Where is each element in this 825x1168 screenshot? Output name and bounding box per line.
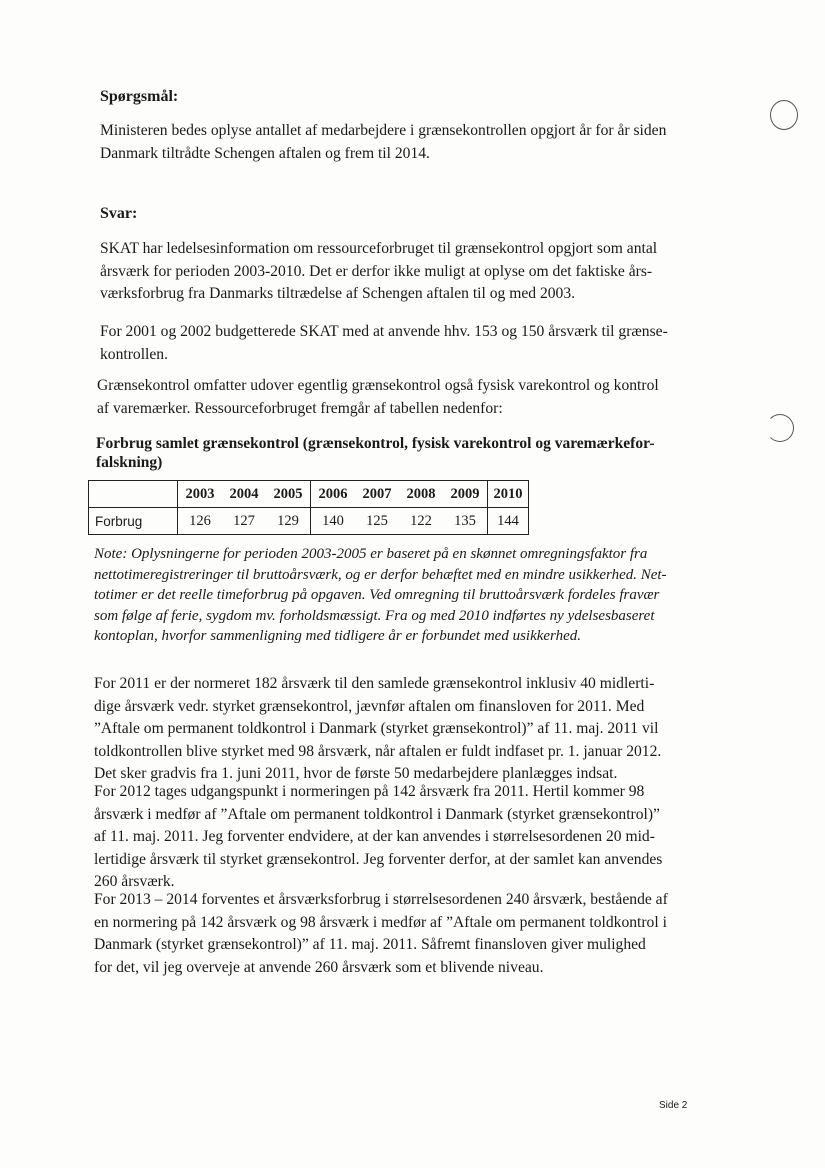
year-cell: 2004 [222, 481, 266, 508]
value-cell: 122 [399, 508, 443, 535]
value-cell: 144 [488, 508, 529, 535]
punch-hole-middle [766, 414, 794, 442]
text-line: årsværk for perioden 2003-2010. Det er derfor ikke muligt at oplyse om det faktiske års- [100, 262, 653, 280]
body-paragraph-2012 [94, 781, 662, 894]
note-line: Note: Oplysningerne for perioden 2003-2005 er baseret på en skønnet omregningsfaktor fra [94, 546, 648, 562]
text-line: af 11. maj. 2011. Jeg forventer endvidere, at der kan anvendes i størrelsesordenen 20 mid- [94, 828, 655, 845]
year-cell: 2003 [178, 481, 223, 508]
note-line: som følge af ferie, sygdom mv. forholdsmæssigt. Fra og med 2010 indførtes ny ydelsesbaseret [94, 607, 655, 624]
text-line: værksforbrug fra Danmarks tiltrædelse af Schengen aftalen til og med 2003. [100, 285, 576, 302]
table-row [89, 508, 529, 535]
value-cell: 135 [443, 508, 488, 535]
punch-hole-top [770, 100, 798, 130]
text-line: lertidige årsværk til styrket grænsekontrol. Jeg forventer derfor, at der samlet kan anvendes [94, 850, 663, 868]
value-cell: 129 [266, 508, 311, 535]
text-line: en normering på 142 årsværk og 98 årsværk i medfør af ”Aftale om permanent toldkontrol i [94, 913, 667, 931]
table-title [96, 434, 696, 472]
year-cell: 2005 [266, 481, 311, 508]
text-line: For 2013 – 2014 forventes et årsværksforbrug i størrelsesordenen 240 årsværk, bestående af [94, 891, 668, 908]
answer-heading: Svar: [100, 205, 138, 222]
text-line: Ministeren bedes oplyse antallet af medarbejdere i grænsekontrollen opgjort år for år siden [100, 122, 667, 139]
answer-paragraph-1 [100, 238, 657, 306]
note-line: kontoplan, hvorfor sammenligning med tidligere år er forbundet med usikkerhed. [94, 628, 582, 644]
text-line: SKAT har ledelsesinformation om ressourceforbruget til grænsekontrol opgjort som antal [100, 240, 658, 257]
question-text [100, 120, 666, 165]
body-paragraph-2011 [94, 673, 661, 786]
text-line: Danmark tiltrådte Schengen aftalen og frem til 2014. [100, 144, 430, 162]
text-line: dige årsværk vedr. styrket grænsekontrol, jævnfør aftalen om finansloven for 2011. Med [94, 697, 645, 715]
text-line: For 2012 tages udgangspunkt i normeringen på 142 årsværk fra 2011. Hertil kommer 98 [94, 783, 645, 800]
text-line: toldkontrollen blive styrket med 98 årsværk, når aftalen er fuldt indfaset pr. 1. januar 2012. [94, 742, 662, 760]
table-header-row [89, 481, 529, 508]
text-line: kontrollen. [100, 345, 168, 363]
consumption-table [88, 480, 529, 535]
answer-paragraph-2 [100, 321, 668, 366]
table-title-line: Forbrug samlet grænsekontrol (grænsekontrol, fysisk varekontrol og varemærkefor- [96, 435, 655, 452]
text-line: Det sker gradvis fra 1. juni 2011, hvor de første 50 medarbejdere planlægges indsat. [94, 765, 618, 782]
value-cell: 125 [355, 508, 399, 535]
answer-paragraph-3 [97, 375, 659, 420]
text-line: 260 årsværk. [94, 873, 175, 890]
year-cell: 2009 [443, 481, 488, 508]
text-line: af varemærker. Ressourceforbruget fremgår af tabellen nedenfor: [97, 399, 503, 417]
text-line: For 2001 og 2002 budgetterede SKAT med at anvende hhv. 153 og 150 årsværk til grænse- [100, 323, 668, 340]
text-line: For 2011 er der normeret 182 årsværk til den samlede grænsekontrol inklusiv 40 midlerti- [94, 675, 655, 692]
text-line: for det, vil jeg overveje at anvende 260 årsværk som et blivende niveau. [94, 958, 544, 976]
note-line: totimer er det reelle timeforbrug på opgaven. Ved omregning til bruttoårsværk fordeles fravær [94, 587, 660, 603]
text-line: Grænsekontrol omfatter udover egentlig grænsekontrol også fysisk varekontrol og kontrol [97, 377, 659, 394]
row-label: Forbrug [89, 508, 178, 535]
table-note [94, 544, 700, 647]
year-cell: 2010 [488, 481, 529, 508]
year-cell: 2007 [355, 481, 399, 508]
note-line: nettotimeregistreringer til bruttoårsværk, og er derfor behæftet med en mindre usikkerhed. Net- [94, 566, 667, 583]
table-title-line: falskning) [96, 454, 163, 471]
text-line: Danmark (styrket grænsekontrol)” af 11. maj. 2011. Såfremt finansloven giver mulighed [94, 936, 646, 953]
year-cell: 2006 [311, 481, 356, 508]
year-cell: 2008 [399, 481, 443, 508]
text-line: ”Aftale om permanent toldkontrol i Danmark (styrket grænsekontrol)” af 11. maj. 2011 vil [94, 720, 659, 737]
question-heading: Spørgsmål: [100, 88, 179, 105]
value-cell: 140 [311, 508, 356, 535]
value-cell: 127 [222, 508, 266, 535]
value-cell: 126 [178, 508, 223, 535]
body-paragraph-2013-2014 [94, 889, 668, 979]
text-line: årsværk i medfør af ”Aftale om permanent toldkontrol i Danmark (styrket grænsekontrol)” [94, 805, 660, 823]
table-corner-cell [89, 481, 178, 508]
page-number: Side 2 [659, 1100, 688, 1111]
